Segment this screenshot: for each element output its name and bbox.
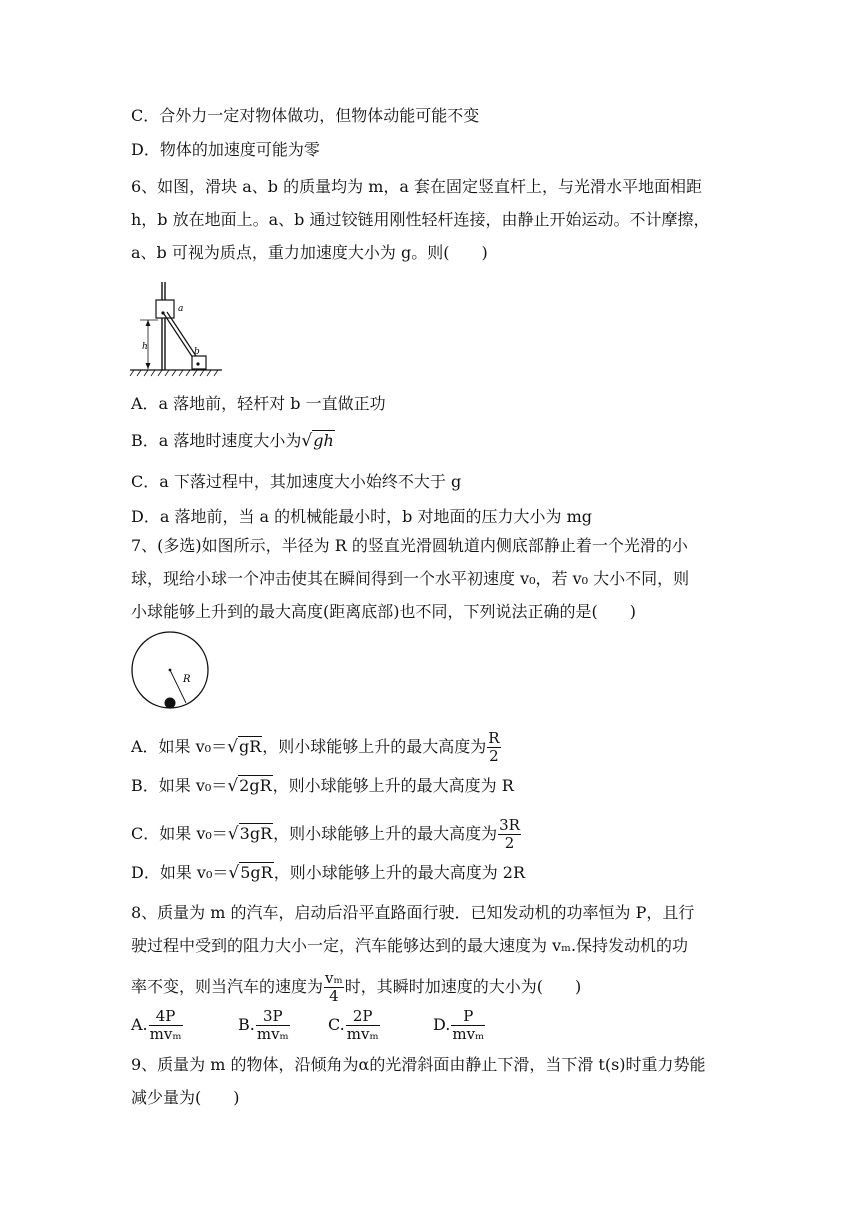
q8-stem-line-2: 驶过程中受到的阻力大小一定，汽车能够达到的最大速度为 vₘ.保持发动机的功 — [131, 936, 689, 955]
q8-option-d-fraction: $\frac{P}{\text{mvₘ}}$ — [452, 1007, 485, 1043]
q8-option-a — [131, 1008, 184, 1043]
q7-option-b-radicand: 2gR — [239, 776, 272, 795]
q6-stem-line-3: a、b 可视为质点，重力加速度大小为 g。则( ) — [131, 243, 488, 262]
sqrt-icon: √ — [227, 776, 239, 796]
sqrt-icon: √ — [301, 431, 313, 451]
q7-option-b-post: ，则小球能够上升的最大高度为 R — [272, 776, 514, 795]
q8-option-c-fraction: $\frac{2P}{\text{mvₘ}}$ — [346, 1007, 379, 1043]
q6-option-a: A．a 落地前，轻杆对 b 一直做正功 — [131, 394, 386, 413]
q7-option-c-radicand: 3gR — [239, 824, 273, 843]
q7-stem-line-1: 7、(多选)如图所示，半径为 R 的竖直光滑圆轨道内侧底部静止着一个光滑的小 — [131, 536, 688, 555]
q7-option-a-mid: ，则小球能够上升的最大高度为 — [262, 737, 487, 756]
q5-option-c: C．合外力一定对物体做功，但物体动能可能不变 — [131, 106, 480, 125]
q7-stem-line-2: 球，现给小球一个冲击使其在瞬间得到一个水平初速度 v₀，若 v₀ 大小不同，则 — [131, 569, 690, 588]
q5-option-d: D．物体的加速度可能为零 — [131, 140, 320, 159]
sqrt-icon: √ — [227, 737, 238, 757]
q7-option-d-post: ，则小球能够上升的最大高度为 2R — [273, 863, 526, 882]
q6-option-b-radicand: gh — [313, 431, 334, 450]
q8-stem-line-3-post: 时，其瞬时加速度的大小为( ) — [344, 977, 582, 996]
q7-option-c-fraction: $\frac{3R}{2}$ — [499, 816, 520, 852]
q8-option-d-label: D. — [433, 1015, 451, 1034]
q7-option-a — [131, 730, 502, 765]
q6-stem-line-1: 6、如图，滑块 a、b 的质量均为 m，a 套在固定竖直杆上，与光滑水平地面相距 — [131, 177, 703, 196]
q7-option-d-radicand: 5gR — [240, 863, 273, 882]
q7-option-d — [131, 862, 525, 883]
q6-label-h: h — [142, 342, 148, 352]
q7-stem-line-3: 小球能够上升到的最大高度(距离底部)也不同，下列说法正确的是( ) — [131, 602, 636, 621]
q8-stem-fraction: $\frac{\text{vₘ}}{4}$ — [325, 969, 343, 1005]
q6-figure — [128, 280, 228, 378]
sqrt-icon: √ — [227, 824, 239, 844]
q8-stem-line-3-pre: 率不变，则当汽车的速度为 — [131, 977, 324, 996]
q7-option-a-radicand: gR — [238, 737, 262, 756]
q7-stem — [131, 529, 731, 628]
q6-label-a: a — [178, 304, 184, 314]
q8-option-c — [328, 1008, 381, 1043]
q8-option-c-label: C. — [328, 1015, 345, 1034]
q7-option-d-pre: D．如果 v₀＝ — [131, 863, 229, 882]
q7-option-b-pre: B．如果 v₀＝ — [131, 776, 228, 795]
q6-stem — [131, 170, 731, 269]
sqrt-icon: √ — [228, 863, 240, 883]
q6-option-d: D．a 落地前，当 a 的机械能最小时，b 对地面的压力大小为 mg — [131, 507, 592, 526]
q7-option-a-pre: A．如果 v₀＝ — [131, 737, 228, 756]
q9-stem-line-2: 减少量为( ) — [131, 1088, 240, 1107]
q9-stem — [131, 1048, 731, 1114]
q8-option-a-label: A. — [131, 1015, 148, 1034]
q8-stem-line-1: 8、质量为 m 的汽车，启动后沿平直路面行驶．已知发动机的功率恒为 P，且行 — [131, 903, 695, 922]
q8-option-b — [238, 1008, 291, 1043]
q8-option-a-fraction: $\frac{4P}{\text{mvₘ}}$ — [149, 1007, 182, 1043]
q6-option-b-text: B．a 落地时速度大小为 — [131, 431, 302, 450]
q7-option-c-mid: ，则小球能够上升的最大高度为 — [273, 824, 498, 843]
q8-option-b-label: B. — [238, 1015, 255, 1034]
q7-option-c — [131, 817, 522, 852]
q8-stem — [131, 896, 731, 962]
q7-option-b — [131, 775, 514, 796]
q8-option-d — [433, 1008, 486, 1043]
q6-stem-line-2: h，b 放在地面上。a、b 通过铰链用刚性轻杆连接，由静止开始运动。不计摩擦， — [131, 210, 710, 229]
q6-option-c: C．a 下落过程中，其加速度大小始终不大于 g — [131, 472, 462, 491]
q7-option-a-fraction: $\frac{R}{2}$ — [488, 729, 500, 765]
q7-label-r: R — [183, 674, 191, 685]
q6-label-b: b — [194, 347, 200, 357]
q7-figure — [128, 630, 212, 712]
q6-option-b — [131, 430, 335, 451]
q8-option-b-fraction: $\frac{3P}{\text{mvₘ}}$ — [256, 1007, 289, 1043]
q8-stem-line-3 — [131, 970, 581, 1005]
q9-stem-line-1: 9、质量为 m 的物体，沿倾角为α的光滑斜面由静止下滑，当下滑 t(s)时重力势能 — [131, 1055, 706, 1074]
q7-option-c-pre: C．如果 v₀＝ — [131, 824, 228, 843]
